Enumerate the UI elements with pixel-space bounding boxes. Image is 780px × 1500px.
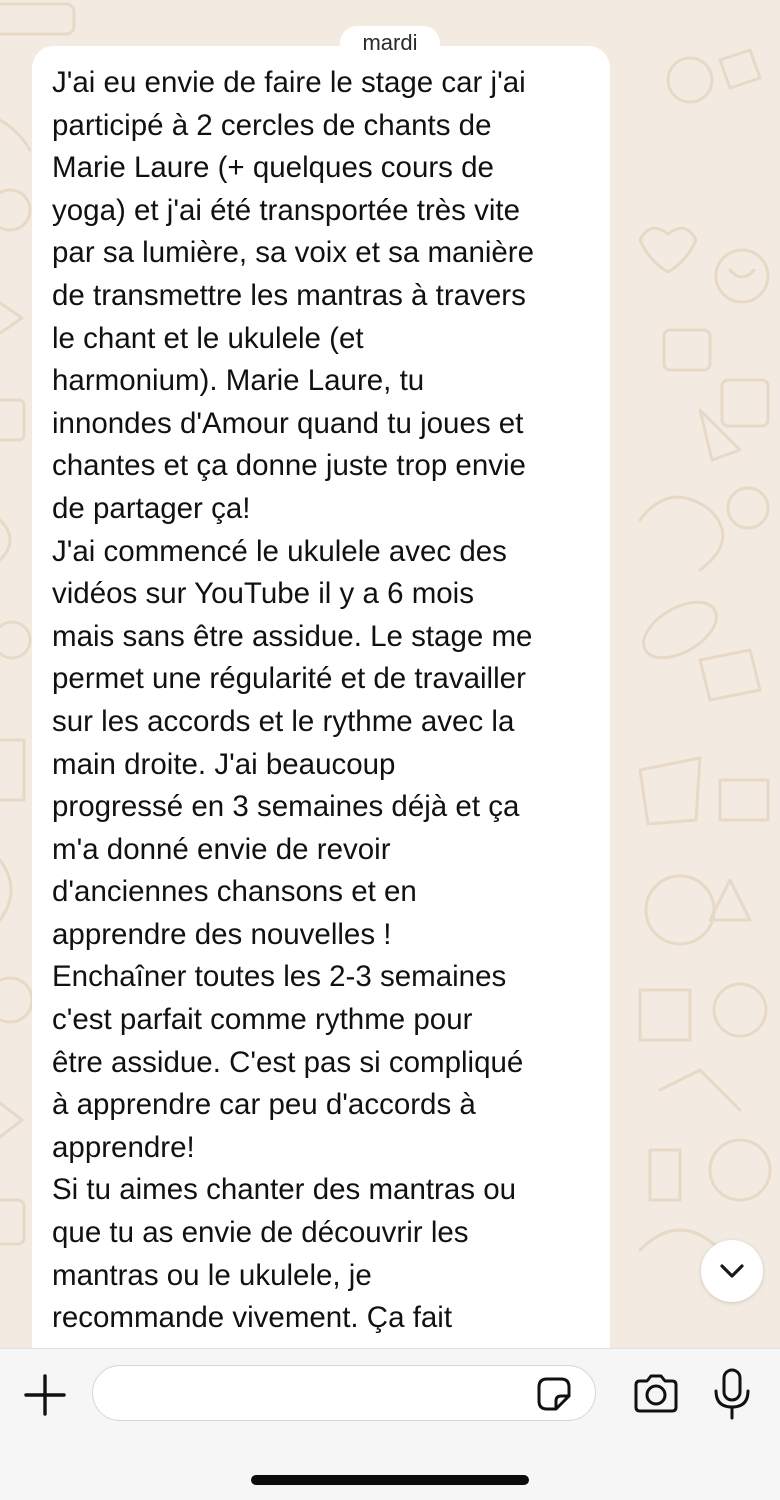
camera-icon[interactable]	[632, 1373, 680, 1415]
microphone-icon[interactable]	[712, 1367, 752, 1421]
sticker-icon[interactable]	[536, 1376, 572, 1412]
plus-icon[interactable]	[22, 1372, 68, 1418]
message-input[interactable]	[92, 1365, 596, 1421]
chevron-down-icon	[719, 1263, 745, 1279]
message-composer	[0, 1348, 780, 1500]
message-text: J'ai eu envie de faire le stage car j'ai participé à 2 cercles de chants de Marie Laure (+ quelques cours de yoga) et j'ai été transportée très vite par sa lumière, sa voix et sa manière de transmettre les mantras à travers le chant et le ukulele (et harmonium). Marie Laure, tu innondes d'Amour quand tu joues et chantes et ça donne juste trop envie de partager ça! J'ai commencé le ukulele avec des vidéos sur YouTube il y a 6 mois mais sans être assidue. Le stage me permet une régularité et de travailler sur les accords et le rythme avec la main droite. J'ai beaucoup progressé en 3 semaines déjà et ça m'a donné envie de revoir d'anciennes chansons et en apprendre des nouvelles ! Enchaîner toutes les 2-3 semaines c'est parfait comme rythme pour être assidue. C'est pas si compliqué à apprendre car peu d'accords à apprendre! Si tu aimes chanter des mantras ou que tu as envie de découvrir les mantras ou le ukulele, je recommande vivement. Ça fait	[52, 66, 535, 1335]
home-indicator	[251, 1475, 529, 1485]
scroll-to-bottom-button[interactable]	[701, 1240, 763, 1302]
message-bubble[interactable]	[32, 46, 610, 1348]
date-separator: mardi	[340, 26, 440, 60]
